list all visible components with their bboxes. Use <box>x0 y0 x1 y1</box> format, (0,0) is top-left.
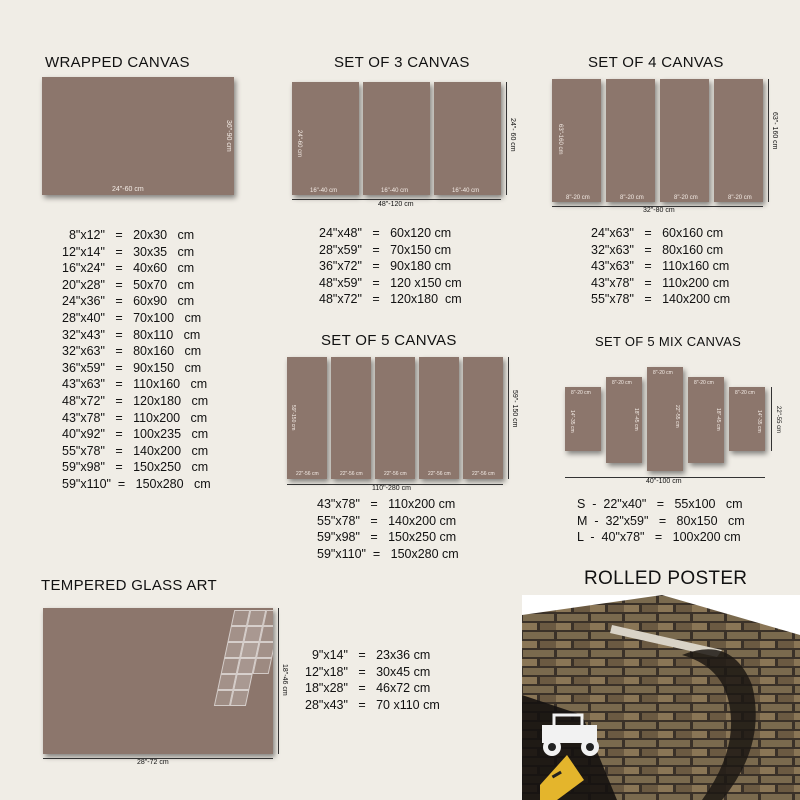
set3-panel <box>292 82 359 195</box>
size-row: 32"x63" = 80x160 cm <box>591 242 724 257</box>
set4-height-line <box>768 79 769 202</box>
set4-panel <box>606 79 655 202</box>
size-row: 24"x36" = 60x90 cm <box>62 294 195 309</box>
size-row: 55"x78" = 140x200 cm <box>317 513 457 528</box>
size-row: 43"x78" = 110x200 cm <box>62 410 208 425</box>
set5-total-height: 59"- 150 cm <box>511 390 518 428</box>
size-row: 48"x59" = 120 x150 cm <box>319 275 462 290</box>
set3-panel-label: 16"-40 cm <box>381 188 409 194</box>
glass-height-label: 18"-46 cm <box>281 664 288 696</box>
size-row: 28"x43" = 70 x110 cm <box>305 697 440 712</box>
set4-panel-label: 8"-20 cm <box>620 195 644 201</box>
set5-sizes-list <box>317 496 459 562</box>
size-row: 43"x63" = 110x160 cm <box>591 259 730 274</box>
set5-panel-label: 22"-56 cm <box>428 471 451 477</box>
set5mix-title: SET OF 5 MIX CANVAS <box>595 334 742 349</box>
set4-panel-label: 8"-20 cm <box>674 195 698 201</box>
wrapped-height-label: 36"-90 cm <box>225 120 232 152</box>
size-row: 12"x18" = 30x45 cm <box>305 664 431 679</box>
set4-panel-label: 8"-20 cm <box>728 195 752 201</box>
size-row: 55"x78" = 140x200 cm <box>591 292 731 307</box>
size-row: 16"x24" = 40x60 cm <box>62 261 195 276</box>
size-row: 24"x48" = 60x120 cm <box>319 226 452 240</box>
size-row: 36"x72" = 90x180 cm <box>319 259 452 274</box>
set5-panel-label: 22"-56 cm <box>340 471 363 477</box>
set5mix-outer-height: 14"-35 cm <box>756 410 762 433</box>
size-row: 43"x63" = 110x160 cm <box>62 377 208 392</box>
set5mix-mid-height: 18"-45 cm <box>715 408 721 431</box>
set3-total-height: 24"- 60 cm <box>509 118 516 152</box>
set5mix-outer-height: 14"-35 cm <box>569 410 575 433</box>
set3-panel <box>434 82 501 195</box>
set3-panel-height: 24"-60 cm <box>296 130 302 158</box>
set5mix-height-line <box>771 387 772 451</box>
size-row: 48"x72" = 120x180 cm <box>319 292 462 307</box>
glass-preview <box>43 608 273 754</box>
set5-panel-label: 22"-56 cm <box>384 471 407 477</box>
size-row: 20"x28" = 50x70 cm <box>62 277 195 292</box>
set3-height-line <box>506 82 507 195</box>
size-row: 28"x59" = 70x150 cm <box>319 242 452 257</box>
glass-title: TEMPERED GLASS ART <box>41 577 218 594</box>
set5-title: SET OF 5 CANVAS <box>321 332 457 349</box>
set3-width-line <box>292 199 501 200</box>
set5-panel-height: 59"-150 cm <box>290 405 296 431</box>
glass-reflection-grid <box>211 608 273 718</box>
size-row: 55"x78" = 140x200 cm <box>62 443 209 458</box>
set4-total-width: 32"-80 cm <box>643 207 675 214</box>
size-row: 36"x59" = 90x150 cm <box>62 360 202 375</box>
set5-panel <box>463 357 503 479</box>
set5mix-top-label: 8"-20 cm <box>735 390 755 396</box>
size-row: 28"x40" = 70x100 cm <box>62 310 202 325</box>
set3-panel-label: 16"-40 cm <box>310 188 338 194</box>
size-row: L - 40"x78" = 100x200 cm <box>577 530 741 545</box>
set5-total-width: 110"-280 cm <box>372 485 411 492</box>
set5-panel <box>419 357 459 479</box>
set5mix-top-label: 8"-20 cm <box>571 390 591 396</box>
wrapped-canvas-preview <box>42 77 234 195</box>
set5mix-sizes-list <box>577 496 745 546</box>
set4-panel-height: 63"-160 cm <box>557 124 563 155</box>
size-row: 43"x78" = 110x200 cm <box>317 497 456 511</box>
glass-height-line <box>278 608 279 754</box>
size-row: 59"x98" = 150x250 cm <box>317 530 457 545</box>
poster-illustration <box>522 595 800 800</box>
size-row: 12"x14" = 30x35 cm <box>62 244 195 259</box>
set5mix-top-label: 8"-20 cm <box>694 380 714 386</box>
size-row: 59"x110" = 150x280 cm <box>317 546 459 561</box>
glass-sizes-list <box>305 647 440 713</box>
size-row: S - 22"x40" = 55x100 cm <box>577 497 743 511</box>
set3-title: SET OF 3 CANVAS <box>334 54 470 71</box>
poster-title: ROLLED POSTER <box>584 568 748 589</box>
size-row: 40"x92" = 100x235 cm <box>62 427 209 442</box>
set3-sizes-list <box>319 225 462 308</box>
size-row: 43"x78" = 110x200 cm <box>591 275 730 290</box>
set5mix-top-label: 8"-20 cm <box>653 370 673 376</box>
set3-total-width: 48"-120 cm <box>378 201 414 208</box>
size-row: M - 32"x59" = 80x150 cm <box>577 513 745 528</box>
wrapped-sizes-list <box>62 227 211 493</box>
set4-panel-label: 8"-20 cm <box>566 195 590 201</box>
set5mix-total-height: 22"-55 cm <box>775 406 781 434</box>
set3-panel-label: 16"-40 cm <box>452 188 480 194</box>
size-row: 59"x110" = 150x280 cm <box>62 476 211 491</box>
size-row: 24"x63" = 60x160 cm <box>591 226 724 240</box>
set4-title: SET OF 4 CANVAS <box>588 54 724 71</box>
set3-panel <box>363 82 430 195</box>
wrapped-width-label: 24"-60 cm <box>112 186 144 193</box>
wrapped-canvas-title: WRAPPED CANVAS <box>45 54 190 71</box>
size-row: 59"x98" = 150x250 cm <box>62 460 209 475</box>
set5mix-mid-height: 18"-45 cm <box>633 408 639 431</box>
set4-panel <box>660 79 709 202</box>
set4-panel <box>714 79 763 202</box>
set4-sizes-list <box>591 225 730 308</box>
size-row: 48"x72" = 120x180 cm <box>62 393 209 408</box>
set5-panel-label: 22"-56 cm <box>296 471 319 477</box>
set5-height-line <box>508 357 509 479</box>
size-row: 8"x12" = 20x30 cm <box>62 228 195 242</box>
glass-width-label: 28"-72 cm <box>137 759 169 766</box>
set4-total-height: 63"- 160 cm <box>771 112 778 150</box>
set5mix-center-height: 22"-55 cm <box>674 405 680 428</box>
rolled-poster-image <box>522 595 800 800</box>
size-row: 18"x28" = 46x72 cm <box>305 681 431 696</box>
set5-panel <box>331 357 371 479</box>
set5mix-total-width: 40"-100 cm <box>646 478 682 485</box>
set5mix-top-label: 8"-20 cm <box>612 380 632 386</box>
size-row: 9"x14" = 23x36 cm <box>305 648 431 662</box>
size-row: 32"x63" = 80x160 cm <box>62 344 202 359</box>
size-row: 32"x43" = 80x110 cm <box>62 327 201 342</box>
set5-panel <box>375 357 415 479</box>
set5-panel-label: 22"-56 cm <box>472 471 495 477</box>
